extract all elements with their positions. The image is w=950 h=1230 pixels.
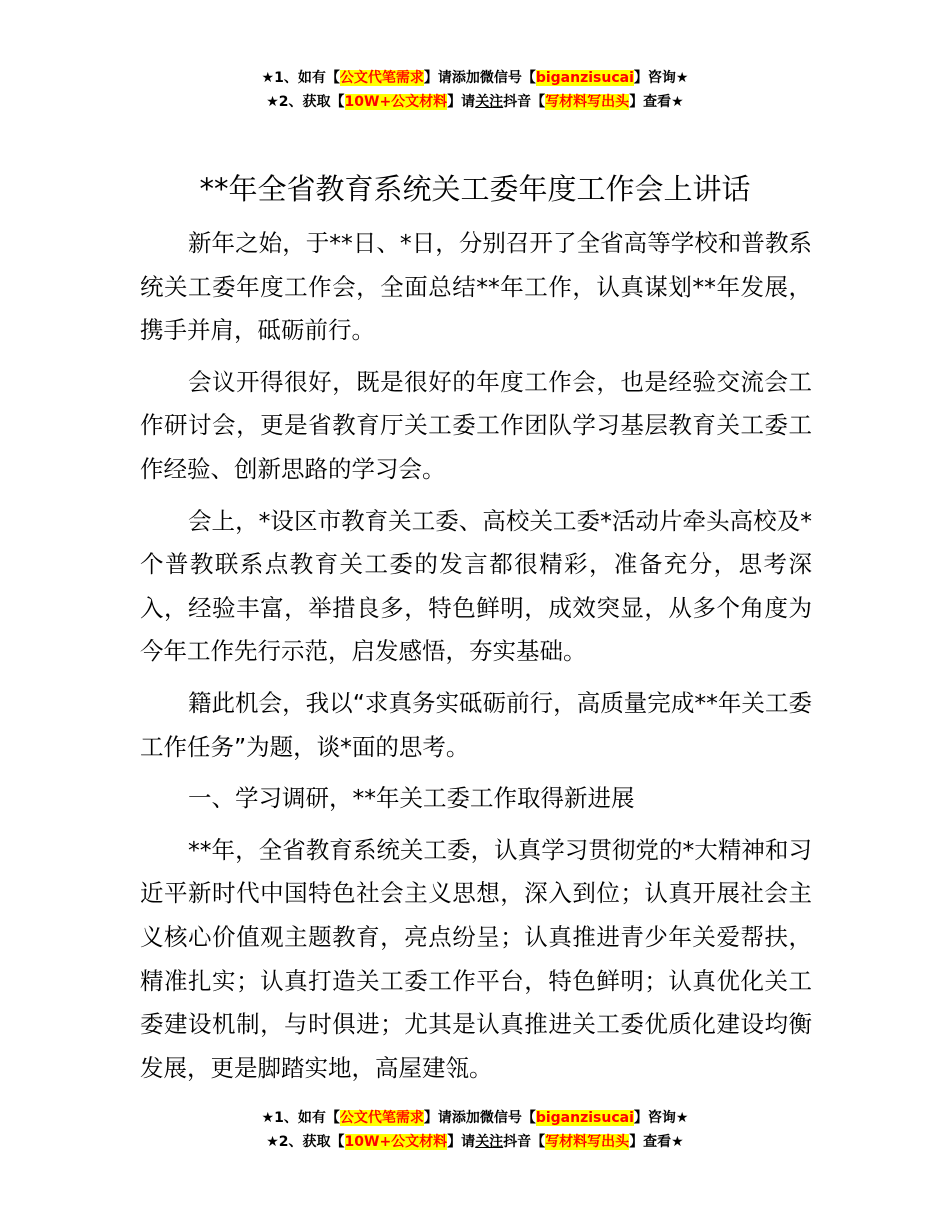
paragraph-2: 会议开得很好，既是很好的年度工作会，也是经验交流会工作研讨会，更是省教育厅关工委工作团队学习基层教育关工委工作经验、创新思路的学习会。	[140, 367, 812, 483]
paragraph-3: 会上，*设区市教育关工委、高校关工委*活动片牵头高校及*个普教联系点教育关工委的发言都很精彩，准备充分，思考深入，经验丰富，举措良多，特色鲜明，成效突显，从多个角度为今年工作先行示范，启发感悟，夯实基础。	[140, 506, 812, 666]
promo-line-1-add: 添加	[451, 70, 480, 86]
promo-footer-highlight-douyin: 写材料写出头	[545, 1134, 630, 1150]
promo-highlight-materials: 10W+公文材料	[344, 94, 448, 110]
promo-footer-line-2-mid: 】请	[447, 1134, 476, 1150]
promo-footer-highlight-materials: 10W+公文材料	[344, 1134, 448, 1150]
promo-line-1-mid: 】请	[423, 70, 452, 86]
promo-footer-line-2	[0, 1130, 950, 1154]
promo-footer-line-2-suffix: 】查看★	[629, 1134, 684, 1150]
promo-line-1	[0, 66, 950, 90]
promo-line-2-prefix: ★2、获取【	[266, 94, 345, 110]
promo-footer-line-2-follow: 关注	[475, 1134, 504, 1150]
promo-line-1-suffix: 】咨询★	[633, 70, 689, 86]
document-body	[140, 222, 812, 1098]
document-title: **年全省教育系统关工委年度工作会上讲话	[199, 172, 751, 206]
promo-footer-line-1-prefix: ★1、如有【	[261, 1110, 340, 1126]
promo-footer-line-1-suffix: 】咨询★	[633, 1110, 689, 1126]
promo-line-2-mid2: 抖音【	[503, 94, 546, 110]
section-heading-1: 一、学习调研，**年关工委工作取得新进展	[188, 784, 635, 813]
promo-footer-highlight-ghostwriting: 公文代笔需求	[339, 1110, 424, 1126]
promo-footer	[0, 1106, 950, 1154]
promo-header	[0, 66, 950, 114]
promo-highlight-wechat-id: biganzisucai	[535, 70, 634, 86]
promo-footer-highlight-wechat-id: biganzisucai	[535, 1110, 634, 1126]
promo-line-2-suffix: 】查看★	[629, 94, 684, 110]
promo-line-1-prefix: ★1、如有【	[261, 70, 340, 86]
promo-footer-line-2-mid2: 抖音【	[503, 1134, 546, 1150]
promo-highlight-ghostwriting: 公文代笔需求	[339, 70, 424, 86]
promo-line-2-follow: 关注	[475, 94, 504, 110]
promo-line-2-mid: 】请	[447, 94, 476, 110]
promo-highlight-douyin: 写材料写出头	[545, 94, 630, 110]
promo-line-2	[0, 90, 950, 114]
promo-footer-line-1	[0, 1106, 950, 1130]
promo-footer-line-1-add: 添加	[451, 1110, 480, 1126]
promo-footer-line-1-mid2: 微信号【	[479, 1110, 536, 1126]
promo-line-1-mid2: 微信号【	[479, 70, 536, 86]
promo-footer-line-2-prefix: ★2、获取【	[266, 1134, 345, 1150]
promo-footer-line-1-mid: 】请	[423, 1110, 452, 1126]
paragraph-1: 新年之始，于**日、*日，分别召开了全省高等学校和普教系统关工委年度工作会，全面总结**年工作，认真谋划**年发展，携手并肩，砥砺前行。	[140, 229, 812, 345]
paragraph-4: 籍此机会，我以“求真务实砥砺前行，高质量完成**年关工委工作任务”为题，谈*面的思考。	[140, 688, 812, 761]
paragraph-5: **年，全省教育系统关工委，认真学习贯彻党的*大精神和习近平新时代中国特色社会主义思想，深入到位；认真开展社会主义核心价值观主题教育，亮点纷呈；认真推进青少年关爱帮扶，精准扎实；认真打造关工委工作平台，特色鲜明；认真优化关工委建设机制，与时俱进；尤其是认真推进关工委优质化建设均衡发展，更是脚踏实地，高屋建瓴。	[140, 835, 812, 1082]
